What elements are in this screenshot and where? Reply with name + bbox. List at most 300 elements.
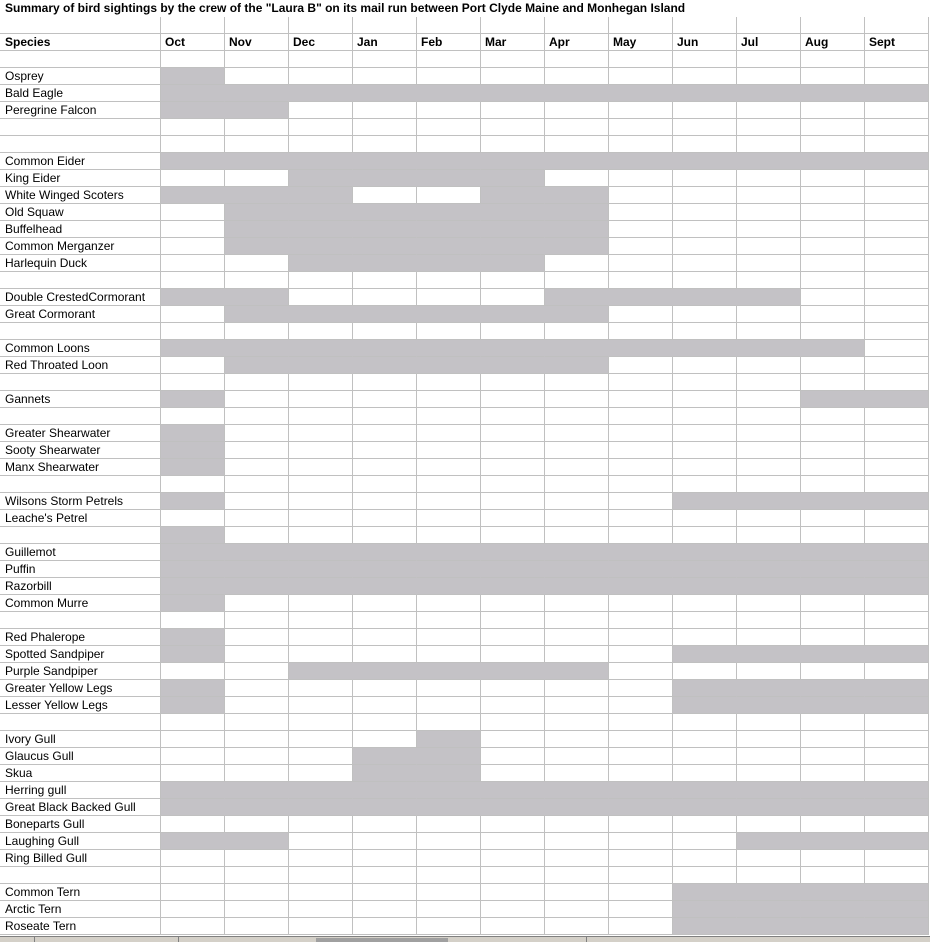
sighting-cell-shaded[interactable] xyxy=(865,544,929,561)
sighting-cell-empty[interactable] xyxy=(609,884,673,901)
sighting-cell-empty[interactable] xyxy=(737,255,801,272)
sighting-cell-shaded[interactable] xyxy=(417,544,481,561)
sighting-cell-empty[interactable] xyxy=(865,459,929,476)
sighting-cell-empty[interactable] xyxy=(865,357,929,374)
sighting-cell-empty[interactable] xyxy=(289,697,353,714)
sighting-cell-empty[interactable] xyxy=(417,459,481,476)
sighting-cell-shaded[interactable] xyxy=(545,357,609,374)
sighting-cell-empty[interactable] xyxy=(225,850,289,867)
sighting-cell-shaded[interactable] xyxy=(545,153,609,170)
sighting-cell-empty[interactable] xyxy=(673,731,737,748)
sighting-cell-shaded[interactable] xyxy=(545,340,609,357)
sighting-cell-empty[interactable] xyxy=(673,374,737,391)
sighting-cell-shaded[interactable] xyxy=(417,85,481,102)
sighting-cell-empty[interactable] xyxy=(801,136,865,153)
sighting-cell-shaded[interactable] xyxy=(673,646,737,663)
species-name-cell[interactable]: Sooty Shearwater xyxy=(0,442,161,459)
sighting-cell-empty[interactable] xyxy=(161,884,225,901)
sighting-cell-empty[interactable] xyxy=(289,408,353,425)
sighting-cell-shaded[interactable] xyxy=(481,357,545,374)
sighting-cell-shaded[interactable] xyxy=(225,153,289,170)
sighting-cell-shaded[interactable] xyxy=(545,544,609,561)
sighting-cell-empty[interactable] xyxy=(417,442,481,459)
sighting-cell-shaded[interactable] xyxy=(417,578,481,595)
sighting-cell-shaded[interactable] xyxy=(609,153,673,170)
species-name-cell[interactable]: Glaucus Gull xyxy=(0,748,161,765)
sighting-cell-shaded[interactable] xyxy=(417,221,481,238)
sighting-cell-shaded[interactable] xyxy=(289,561,353,578)
sighting-cell-empty[interactable] xyxy=(545,476,609,493)
sighting-cell-shaded[interactable] xyxy=(289,221,353,238)
sighting-cell-empty[interactable] xyxy=(865,425,929,442)
sighting-cell-empty[interactable] xyxy=(353,136,417,153)
sighting-cell-empty[interactable] xyxy=(609,459,673,476)
sighting-cell-empty[interactable] xyxy=(865,272,929,289)
sighting-cell-empty[interactable] xyxy=(353,187,417,204)
sighting-cell-empty[interactable] xyxy=(865,850,929,867)
sighting-cell-empty[interactable] xyxy=(545,51,609,68)
sighting-cell-empty[interactable] xyxy=(737,442,801,459)
sighting-cell-shaded[interactable] xyxy=(161,527,225,544)
sighting-cell-shaded[interactable] xyxy=(609,578,673,595)
sighting-cell-empty[interactable] xyxy=(865,612,929,629)
sighting-cell-empty[interactable] xyxy=(353,918,417,935)
sighting-cell-shaded[interactable] xyxy=(161,289,225,306)
sighting-cell-empty[interactable] xyxy=(545,901,609,918)
month-column-header[interactable]: Jan xyxy=(353,34,417,51)
sighting-cell-empty[interactable] xyxy=(673,51,737,68)
sighting-cell-shaded[interactable] xyxy=(545,85,609,102)
sighting-cell-empty[interactable] xyxy=(609,731,673,748)
sighting-cell-empty[interactable] xyxy=(481,833,545,850)
sighting-cell-empty[interactable] xyxy=(161,731,225,748)
sighting-cell-shaded[interactable] xyxy=(417,238,481,255)
sighting-cell-shaded[interactable] xyxy=(673,799,737,816)
sighting-cell-empty[interactable] xyxy=(481,595,545,612)
sighting-cell-empty[interactable] xyxy=(225,323,289,340)
sighting-cell-shaded[interactable] xyxy=(481,544,545,561)
sighting-cell-empty[interactable] xyxy=(225,680,289,697)
sighting-cell-empty[interactable] xyxy=(225,748,289,765)
sighting-cell-empty[interactable] xyxy=(481,119,545,136)
month-column-header[interactable]: Oct xyxy=(161,34,225,51)
species-name-cell[interactable]: Roseate Tern xyxy=(0,918,161,935)
species-name-cell[interactable]: Osprey xyxy=(0,68,161,85)
sighting-cell-empty[interactable] xyxy=(481,442,545,459)
sighting-cell-shaded[interactable] xyxy=(161,680,225,697)
sighting-cell-empty[interactable] xyxy=(673,442,737,459)
sighting-cell-shaded[interactable] xyxy=(801,340,865,357)
sighting-cell-shaded[interactable] xyxy=(481,340,545,357)
sighting-cell-shaded[interactable] xyxy=(481,153,545,170)
sighting-cell-empty[interactable] xyxy=(737,187,801,204)
sighting-cell-empty[interactable] xyxy=(481,748,545,765)
sighting-cell-empty[interactable] xyxy=(417,918,481,935)
sighting-cell-empty[interactable] xyxy=(289,272,353,289)
sighting-cell-empty[interactable] xyxy=(161,170,225,187)
sighting-cell-empty[interactable] xyxy=(417,323,481,340)
species-name-cell[interactable]: Double CrestedCormorant xyxy=(0,289,161,306)
sighting-cell-shaded[interactable] xyxy=(225,238,289,255)
sighting-cell-shaded[interactable] xyxy=(865,391,929,408)
sighting-cell-empty[interactable] xyxy=(737,510,801,527)
sighting-cell-shaded[interactable] xyxy=(673,561,737,578)
sighting-cell-shaded[interactable] xyxy=(673,578,737,595)
sighting-cell-empty[interactable] xyxy=(801,221,865,238)
sighting-cell-shaded[interactable] xyxy=(161,102,225,119)
sighting-cell-shaded[interactable] xyxy=(225,221,289,238)
sighting-cell-shaded[interactable] xyxy=(545,663,609,680)
sighting-cell-shaded[interactable] xyxy=(353,238,417,255)
sighting-cell-shaded[interactable] xyxy=(225,799,289,816)
sighting-cell-empty[interactable] xyxy=(609,221,673,238)
sighting-cell-empty[interactable] xyxy=(225,408,289,425)
sighting-cell-empty[interactable] xyxy=(673,527,737,544)
blank-cell[interactable] xyxy=(0,272,161,289)
sighting-cell-empty[interactable] xyxy=(545,272,609,289)
sighting-cell-empty[interactable] xyxy=(801,306,865,323)
sighting-cell-empty[interactable] xyxy=(673,510,737,527)
sighting-cell-empty[interactable] xyxy=(353,289,417,306)
sighting-cell-empty[interactable] xyxy=(865,408,929,425)
sighting-cell-empty[interactable] xyxy=(801,374,865,391)
sighting-cell-empty[interactable] xyxy=(481,697,545,714)
sighting-cell-shaded[interactable] xyxy=(737,561,801,578)
sighting-cell-empty[interactable] xyxy=(289,51,353,68)
species-name-cell[interactable]: Red Throated Loon xyxy=(0,357,161,374)
sighting-cell-shaded[interactable] xyxy=(225,561,289,578)
sighting-cell-empty[interactable] xyxy=(353,68,417,85)
blank-cell[interactable] xyxy=(0,527,161,544)
sighting-cell-empty[interactable] xyxy=(289,646,353,663)
sighting-cell-empty[interactable] xyxy=(353,714,417,731)
sighting-cell-shaded[interactable] xyxy=(865,833,929,850)
sighting-cell-empty[interactable] xyxy=(353,51,417,68)
sighting-cell-empty[interactable] xyxy=(609,476,673,493)
sighting-cell-empty[interactable] xyxy=(417,119,481,136)
sighting-cell-empty[interactable] xyxy=(609,510,673,527)
sighting-cell-empty[interactable] xyxy=(801,442,865,459)
sighting-cell-empty[interactable] xyxy=(289,68,353,85)
sighting-cell-empty[interactable] xyxy=(481,629,545,646)
sighting-cell-shaded[interactable] xyxy=(161,425,225,442)
sighting-cell-shaded[interactable] xyxy=(161,493,225,510)
month-column-header[interactable]: Aug xyxy=(801,34,865,51)
sighting-cell-empty[interactable] xyxy=(481,510,545,527)
sighting-cell-empty[interactable] xyxy=(737,357,801,374)
sighting-cell-shaded[interactable] xyxy=(737,289,801,306)
sighting-cell-shaded[interactable] xyxy=(737,493,801,510)
sighting-cell-shaded[interactable] xyxy=(225,204,289,221)
sighting-cell-empty[interactable] xyxy=(289,493,353,510)
sighting-cell-empty[interactable] xyxy=(161,714,225,731)
sighting-cell-empty[interactable] xyxy=(673,816,737,833)
sighting-cell-empty[interactable] xyxy=(801,731,865,748)
sighting-cell-empty[interactable] xyxy=(801,510,865,527)
sighting-cell-shaded[interactable] xyxy=(353,748,417,765)
sighting-cell-shaded[interactable] xyxy=(673,918,737,935)
sighting-cell-shaded[interactable] xyxy=(865,153,929,170)
sighting-cell-empty[interactable] xyxy=(417,816,481,833)
species-name-cell[interactable]: Greater Shearwater xyxy=(0,425,161,442)
sighting-cell-empty[interactable] xyxy=(289,289,353,306)
sighting-cell-empty[interactable] xyxy=(673,408,737,425)
sighting-cell-empty[interactable] xyxy=(609,238,673,255)
sighting-cell-empty[interactable] xyxy=(417,102,481,119)
sighting-cell-empty[interactable] xyxy=(289,136,353,153)
sighting-cell-empty[interactable] xyxy=(225,663,289,680)
species-name-cell[interactable]: Spotted Sandpiper xyxy=(0,646,161,663)
sighting-cell-empty[interactable] xyxy=(161,238,225,255)
sighting-cell-empty[interactable] xyxy=(161,221,225,238)
sighting-cell-shaded[interactable] xyxy=(865,884,929,901)
sighting-cell-empty[interactable] xyxy=(353,612,417,629)
sighting-cell-empty[interactable] xyxy=(801,255,865,272)
sighting-cell-shaded[interactable] xyxy=(225,340,289,357)
sighting-cell-empty[interactable] xyxy=(289,629,353,646)
sighting-cell-empty[interactable] xyxy=(609,816,673,833)
sighting-cell-shaded[interactable] xyxy=(737,153,801,170)
sighting-cell-empty[interactable] xyxy=(353,816,417,833)
sighting-cell-empty[interactable] xyxy=(801,323,865,340)
sighting-cell-empty[interactable] xyxy=(545,136,609,153)
sighting-cell-empty[interactable] xyxy=(609,493,673,510)
sighting-cell-empty[interactable] xyxy=(353,374,417,391)
sighting-cell-shaded[interactable] xyxy=(353,561,417,578)
sighting-cell-shaded[interactable] xyxy=(865,561,929,578)
sighting-cell-empty[interactable] xyxy=(609,697,673,714)
sighting-cell-empty[interactable] xyxy=(481,272,545,289)
sighting-cell-empty[interactable] xyxy=(865,136,929,153)
sighting-cell-empty[interactable] xyxy=(353,459,417,476)
sighting-cell-empty[interactable] xyxy=(353,850,417,867)
sighting-cell-shaded[interactable] xyxy=(289,357,353,374)
sighting-cell-shaded[interactable] xyxy=(161,391,225,408)
sighting-cell-shaded[interactable] xyxy=(161,544,225,561)
species-name-cell[interactable]: Guillemot xyxy=(0,544,161,561)
sighting-cell-empty[interactable] xyxy=(801,595,865,612)
species-name-cell[interactable]: Puffin xyxy=(0,561,161,578)
sighting-cell-shaded[interactable] xyxy=(353,221,417,238)
sighting-cell-empty[interactable] xyxy=(801,714,865,731)
sighting-cell-empty[interactable] xyxy=(353,323,417,340)
sighting-cell-shaded[interactable] xyxy=(481,799,545,816)
sighting-cell-shaded[interactable] xyxy=(161,442,225,459)
sighting-cell-empty[interactable] xyxy=(609,442,673,459)
sighting-cell-shaded[interactable] xyxy=(865,578,929,595)
sighting-cell-empty[interactable] xyxy=(161,255,225,272)
sighting-cell-empty[interactable] xyxy=(545,408,609,425)
sighting-cell-empty[interactable] xyxy=(609,408,673,425)
sighting-cell-shaded[interactable] xyxy=(801,646,865,663)
sighting-cell-empty[interactable] xyxy=(801,408,865,425)
sighting-cell-shaded[interactable] xyxy=(801,799,865,816)
sighting-cell-empty[interactable] xyxy=(865,510,929,527)
blank-cell[interactable] xyxy=(0,323,161,340)
sighting-cell-empty[interactable] xyxy=(609,68,673,85)
sighting-cell-empty[interactable] xyxy=(161,918,225,935)
sighting-cell-empty[interactable] xyxy=(865,323,929,340)
sighting-cell-empty[interactable] xyxy=(481,51,545,68)
sighting-cell-empty[interactable] xyxy=(417,680,481,697)
species-name-cell[interactable]: Bald Eagle xyxy=(0,85,161,102)
sighting-cell-empty[interactable] xyxy=(609,629,673,646)
sighting-cell-shaded[interactable] xyxy=(609,544,673,561)
sighting-cell-shaded[interactable] xyxy=(353,204,417,221)
sighting-cell-shaded[interactable] xyxy=(801,153,865,170)
sighting-cell-empty[interactable] xyxy=(801,238,865,255)
sighting-cell-empty[interactable] xyxy=(545,255,609,272)
sighting-cell-shaded[interactable] xyxy=(545,289,609,306)
sighting-cell-empty[interactable] xyxy=(737,425,801,442)
sighting-cell-empty[interactable] xyxy=(545,425,609,442)
sighting-cell-shaded[interactable] xyxy=(801,85,865,102)
month-column-header[interactable]: Mar xyxy=(481,34,545,51)
sighting-cell-empty[interactable] xyxy=(289,391,353,408)
sighting-cell-empty[interactable] xyxy=(161,663,225,680)
sighting-cell-empty[interactable] xyxy=(801,170,865,187)
sheet-scrollbar[interactable] xyxy=(0,936,930,942)
sighting-cell-empty[interactable] xyxy=(609,374,673,391)
sighting-cell-empty[interactable] xyxy=(161,816,225,833)
sighting-cell-empty[interactable] xyxy=(225,425,289,442)
sighting-cell-shaded[interactable] xyxy=(737,782,801,799)
sighting-cell-empty[interactable] xyxy=(225,714,289,731)
species-name-cell[interactable]: Skua xyxy=(0,765,161,782)
species-name-cell[interactable]: Red Phalerope xyxy=(0,629,161,646)
sighting-cell-empty[interactable] xyxy=(417,646,481,663)
sighting-cell-shaded[interactable] xyxy=(865,646,929,663)
sighting-cell-empty[interactable] xyxy=(481,68,545,85)
sighting-cell-shaded[interactable] xyxy=(161,833,225,850)
sighting-cell-shaded[interactable] xyxy=(737,578,801,595)
sighting-cell-shaded[interactable] xyxy=(865,782,929,799)
sighting-cell-empty[interactable] xyxy=(417,289,481,306)
month-column-header[interactable]: Jun xyxy=(673,34,737,51)
sighting-cell-empty[interactable] xyxy=(417,374,481,391)
sighting-cell-empty[interactable] xyxy=(417,187,481,204)
sighting-cell-empty[interactable] xyxy=(289,765,353,782)
sighting-cell-shaded[interactable] xyxy=(801,680,865,697)
sighting-cell-empty[interactable] xyxy=(673,612,737,629)
sighting-cell-empty[interactable] xyxy=(673,170,737,187)
sighting-cell-shaded[interactable] xyxy=(481,204,545,221)
sighting-cell-shaded[interactable] xyxy=(673,884,737,901)
sighting-cell-shaded[interactable] xyxy=(289,170,353,187)
sighting-cell-empty[interactable] xyxy=(289,476,353,493)
species-column-header[interactable]: Species xyxy=(0,34,161,51)
species-name-cell[interactable]: Great Black Backed Gull xyxy=(0,799,161,816)
sighting-cell-empty[interactable] xyxy=(865,255,929,272)
sighting-cell-empty[interactable] xyxy=(801,629,865,646)
sighting-cell-empty[interactable] xyxy=(481,680,545,697)
sighting-cell-empty[interactable] xyxy=(289,459,353,476)
sighting-cell-shaded[interactable] xyxy=(481,85,545,102)
sighting-cell-empty[interactable] xyxy=(481,476,545,493)
species-name-cell[interactable]: Buffelhead xyxy=(0,221,161,238)
sighting-cell-shaded[interactable] xyxy=(801,561,865,578)
sighting-cell-shaded[interactable] xyxy=(417,153,481,170)
sighting-cell-empty[interactable] xyxy=(673,833,737,850)
sighting-cell-shaded[interactable] xyxy=(161,578,225,595)
sighting-cell-empty[interactable] xyxy=(353,272,417,289)
sighting-cell-empty[interactable] xyxy=(481,289,545,306)
sighting-cell-empty[interactable] xyxy=(481,136,545,153)
sighting-cell-empty[interactable] xyxy=(737,629,801,646)
sighting-cell-shaded[interactable] xyxy=(737,799,801,816)
sighting-cell-shaded[interactable] xyxy=(289,238,353,255)
sighting-cell-empty[interactable] xyxy=(865,629,929,646)
sighting-cell-shaded[interactable] xyxy=(289,782,353,799)
species-name-cell[interactable]: Peregrine Falcon xyxy=(0,102,161,119)
sighting-cell-empty[interactable] xyxy=(737,221,801,238)
species-name-cell[interactable]: Ring Billed Gull xyxy=(0,850,161,867)
sighting-cell-empty[interactable] xyxy=(737,663,801,680)
sighting-cell-empty[interactable] xyxy=(161,510,225,527)
sighting-cell-empty[interactable] xyxy=(737,867,801,884)
sighting-cell-empty[interactable] xyxy=(289,884,353,901)
sighting-cell-shaded[interactable] xyxy=(225,102,289,119)
sighting-cell-empty[interactable] xyxy=(609,612,673,629)
sighting-cell-shaded[interactable] xyxy=(353,357,417,374)
sighting-cell-shaded[interactable] xyxy=(481,221,545,238)
sighting-cell-empty[interactable] xyxy=(289,374,353,391)
sighting-cell-shaded[interactable] xyxy=(289,153,353,170)
sighting-cell-shaded[interactable] xyxy=(545,306,609,323)
sighting-cell-shaded[interactable] xyxy=(225,85,289,102)
sighting-cell-empty[interactable] xyxy=(225,136,289,153)
species-name-cell[interactable]: Common Eider xyxy=(0,153,161,170)
sighting-cell-empty[interactable] xyxy=(353,833,417,850)
sighting-cell-empty[interactable] xyxy=(673,187,737,204)
sighting-cell-empty[interactable] xyxy=(737,850,801,867)
sighting-cell-empty[interactable] xyxy=(545,68,609,85)
sighting-cell-shaded[interactable] xyxy=(161,68,225,85)
sighting-cell-empty[interactable] xyxy=(417,510,481,527)
sighting-cell-shaded[interactable] xyxy=(353,340,417,357)
sighting-cell-empty[interactable] xyxy=(801,272,865,289)
sighting-cell-shaded[interactable] xyxy=(801,782,865,799)
sighting-cell-empty[interactable] xyxy=(353,680,417,697)
sighting-cell-shaded[interactable] xyxy=(353,782,417,799)
sighting-cell-shaded[interactable] xyxy=(417,255,481,272)
sighting-cell-empty[interactable] xyxy=(673,629,737,646)
sighting-cell-empty[interactable] xyxy=(225,510,289,527)
sighting-cell-shaded[interactable] xyxy=(673,544,737,561)
sighting-cell-empty[interactable] xyxy=(609,187,673,204)
sighting-cell-empty[interactable] xyxy=(545,833,609,850)
sighting-cell-empty[interactable] xyxy=(865,340,929,357)
sighting-cell-shaded[interactable] xyxy=(865,493,929,510)
sighting-cell-shaded[interactable] xyxy=(161,697,225,714)
sighting-cell-empty[interactable] xyxy=(481,816,545,833)
sighting-cell-empty[interactable] xyxy=(609,391,673,408)
sighting-cell-empty[interactable] xyxy=(353,629,417,646)
sighting-cell-empty[interactable] xyxy=(737,408,801,425)
sighting-cell-empty[interactable] xyxy=(609,646,673,663)
blank-cell[interactable] xyxy=(0,136,161,153)
sighting-cell-empty[interactable] xyxy=(801,765,865,782)
sighting-cell-shaded[interactable] xyxy=(417,170,481,187)
sighting-cell-shaded[interactable] xyxy=(353,153,417,170)
sighting-cell-empty[interactable] xyxy=(417,476,481,493)
sighting-cell-empty[interactable] xyxy=(609,527,673,544)
sighting-cell-empty[interactable] xyxy=(865,374,929,391)
sighting-cell-shaded[interactable] xyxy=(801,918,865,935)
species-name-cell[interactable]: Manx Shearwater xyxy=(0,459,161,476)
sighting-cell-shaded[interactable] xyxy=(737,680,801,697)
sighting-cell-shaded[interactable] xyxy=(481,663,545,680)
